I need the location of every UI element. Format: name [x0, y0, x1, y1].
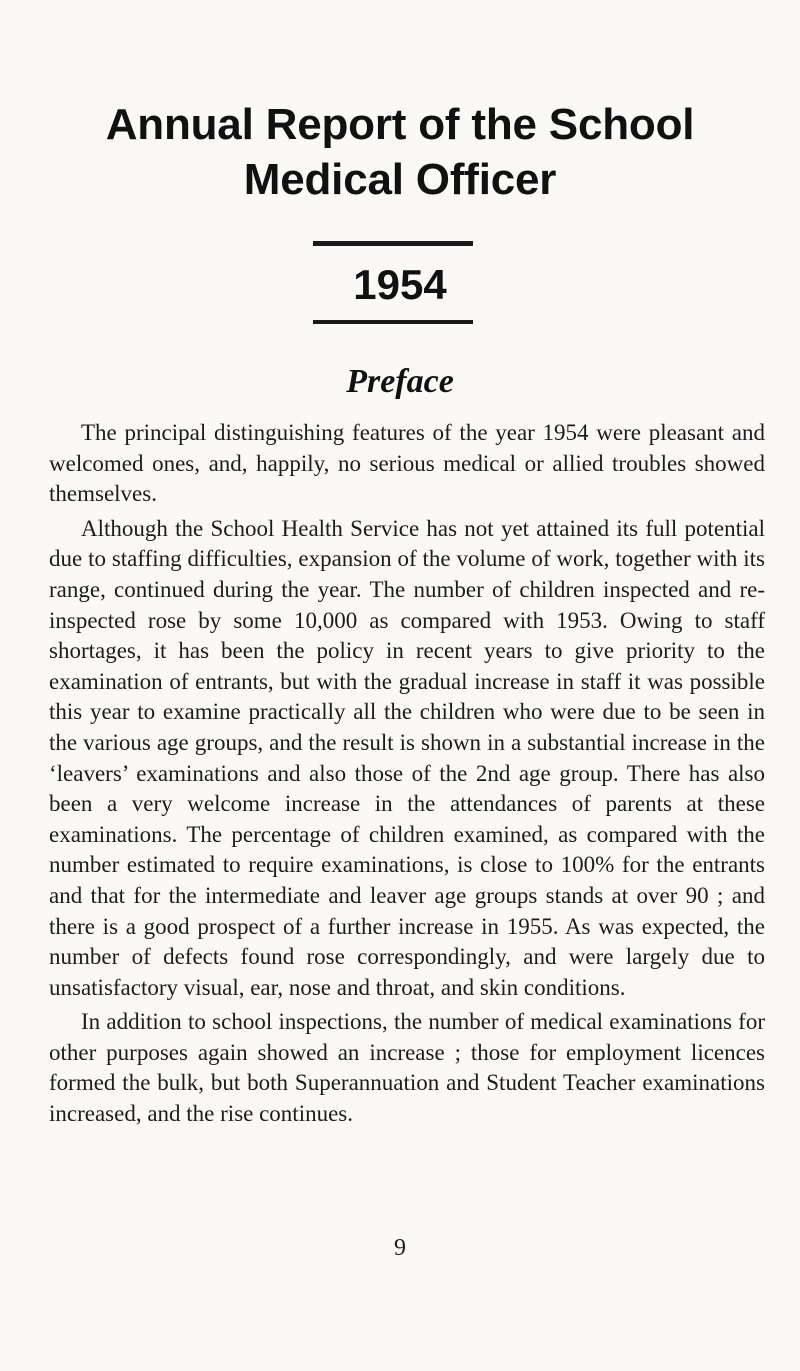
report-title-line-2: Medical Officer	[243, 155, 557, 204]
report-year: 1954	[353, 261, 447, 308]
paragraph-1: The principal distinguishing features of the year 1954 were pleasant and welcomed ones, and, happily, no serious medical or allied troubles showed themselves.	[49, 420, 765, 507]
paragraph-3: In addition to school inspections, the number of medical examinations for other purposes again showed an increase ; those for employment licences formed the bulk, but both Superannuation and Student Teacher examinations increased, and the rise continues.	[49, 1009, 765, 1127]
report-title-line-1: Annual Report of the School	[105, 100, 695, 149]
year-rule-bottom	[313, 320, 473, 324]
page-number: 9	[394, 1235, 406, 1261]
section-heading: Preface	[346, 363, 454, 400]
year-rule-top	[313, 241, 473, 246]
preface-body	[49, 418, 765, 1130]
paragraph-2: Although the School Health Service has not yet attained its full potential due to staffing difficulties, expansion of the volume of work, together with its range, continued during the year. The number of children inspected and re-inspected rose by some 10,000 as compared with 1953. Owing to staff shortages, it has been the policy in recent years to give priority to the examination of entrants, but with the gradual increase in staff it was possible this year to examine practically all the children who were due to be seen in the various age groups, and the result is shown in a substantial increase in the ‘leavers’ examinations and also those of the 2nd age group. There has also been a very welcome increase in the attendances of parents at these examinations. The percentage of children examined, as compared with the number estimated to require examinations, is close to 100% for the entrants and that for the intermediate and leaver age groups stands at over 90 ; and there is a good prospect of a further increase in 1955. As was expected, the number of defects found rose correspondingly, and were largely due to unsatisfactory visual, ear, nose and throat, and skin conditions.	[49, 515, 765, 1000]
